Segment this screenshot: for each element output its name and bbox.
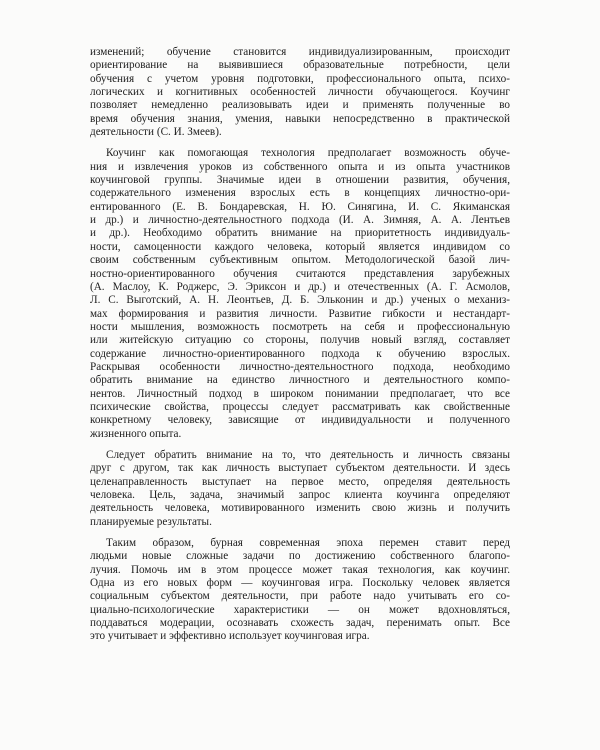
text-line: Коучинг как помогающая технология предполагает возможность обуче- [106,147,510,160]
text-line: социальным субъектом деятельности, при работе надо учитывать его со- [90,590,510,603]
text-line: время обучения знания, умения, навыки непосредственно в практической [90,112,510,125]
text-line: Раскрывая особенности личностно-деятельностного подхода, необходимо [90,360,510,373]
text-line: Следует обратить внимание на то, что деятельность и личность связаны [106,448,510,461]
text-line: человека. Цель, задача, значимый запрос клиента коучинга определяют [90,489,510,501]
text-line: ностно-ориентированного обучения считаются представления зарубежных [90,267,510,280]
text-line: лучия. Помочь им в этом процессе может такая технология, как коучинг. [90,563,510,576]
text-line: это учитывает и эффективно использует коучинговая игра. [90,630,370,643]
text-line: ентированного (Е. В. Бондаревская, Н. Ю. Синягина, И. С. Якиманская [90,200,510,213]
text-line: изменений; обучение становится индивидуализированным, происходит [90,46,510,58]
text-line: целенаправленность выступает на первое место, определяя деятельность [90,475,510,488]
paragraph-gap [90,139,510,147]
text-line: (А. Маслоу, К. Роджерс, Э. Эриксон и др.) и отечественных (А. Г. Асмолов, [90,280,510,293]
text-line: и др.). Необходимо обратить внимание на приоритетность индивидуаль- [90,227,510,240]
body-text [90,46,510,644]
text-line: Одна из его новых форм — коучинговая игра. Поскольку человек является [90,577,510,590]
text-line: мах формирования и развития личности. Развитие гибкости и нестандарт- [90,307,510,320]
text-line: позволяет немедленно реализовывать идеи и применять полученные во [90,99,510,112]
text-line: планируемые результаты. [90,515,212,528]
text-line: ориентирование на выявившиеся образовательные потребности, цели [90,59,510,72]
text-line: поддаваться модерации, осознавать схожесть задач, перенимать опыт. Все [90,617,510,630]
text-line: деятельности (С. И. Змеев). [90,126,222,139]
paragraph-2 [90,147,510,441]
text-line: содержание личностно-ориентированного подхода к обучению взрослых. [90,347,510,360]
text-line: и др.) и личностно-деятельностного подхода (И. А. Зимняя, А. А. Лентьев [90,214,510,227]
text-line: ности, самоценности каждого человека, который является индивидом со [90,240,510,253]
paragraph-gap [90,529,510,537]
paragraph-4 [90,537,510,644]
text-line: ния и извлечения уроков из собственного опыта и из опыта участников [90,160,510,173]
text-line: Л. С. Выготский, А. Н. Леонтьев, Д. Б. Эльконин и др.) ученых о механиз- [90,294,510,307]
text-line: друг с другом, так как личность выступает субъектом деятельности. И здесь [90,462,510,475]
text-line: психические свойства, процессы следует рассматривать как свойственные [90,400,510,413]
text-line: своим собственным субъективным опытом. Методологической базой лич- [90,254,510,267]
text-line: Таким образом, бурная современная эпоха перемен ставит перед [106,537,510,550]
text-line: нентов. Личностный подход в широком понимании предполагает, что все [90,387,510,400]
text-line: ности мышления, возможность посмотреть на себя и профессиональную [90,320,510,333]
text-line: конкретному человеку, зависящие от индивидуальности и полученного [90,414,510,427]
text-line: или житейскую ситуацию со стороны, получив новый взгляд, составляет [90,334,510,347]
text-line: содержательного изменения взрослых есть в концепциях личностно-ори- [90,187,510,200]
paragraph-3 [90,449,510,529]
text-line: обратить внимание на единство личностного и деятельностного компо- [90,374,510,387]
text-line: коучинговой группы. Значимые идеи в отношении развития, обучения, [90,174,510,187]
text-line: циально-психологические характеристики — он может вдохновляться, [90,603,510,616]
paragraph-1 [90,46,510,139]
text-line: логических и когнитивных особенностей личности обучающегося. Коучинг [90,86,510,99]
text-line: деятельность человека, мотивированного изменить свою жизнь и получить [90,502,510,515]
text-line: жизненного опыта. [90,427,182,440]
text-line: людьми новые сложные задачи по достижению собственного благопо- [90,550,510,563]
paragraph-gap [90,441,510,449]
text-line: обучения с учетом уровня подготовки, профессионального опыта, психо- [90,72,510,85]
